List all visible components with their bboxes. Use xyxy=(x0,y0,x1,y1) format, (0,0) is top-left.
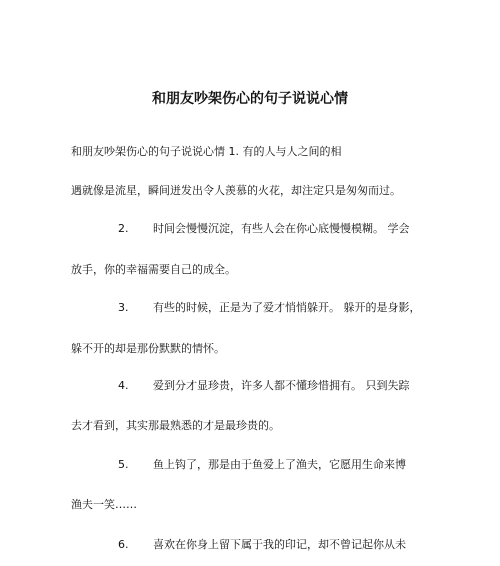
item-number: 5. xyxy=(118,458,129,471)
item-number: 3. xyxy=(118,301,129,314)
item-text: 爱到分才显珍贵，许多人都不懂珍惜拥有。 只到失踪 xyxy=(153,379,410,392)
intro-line-2: 遇就像是流星，瞬间迸发出令人羡慕的火花，却注定只是匆匆而过。 xyxy=(71,184,401,197)
document-title: 和朋友吵架伤心的句子说说心情 xyxy=(152,91,348,107)
item-text: 时间会慢慢沉淀，有些人会在你心底慢慢模糊。 学会 xyxy=(153,222,410,235)
item-continuation: 渔夫一笑…… xyxy=(71,498,137,511)
item-number: 2. xyxy=(118,222,129,235)
item-continuation: 去才看到，其实那最熟悉的才是最珍贵的。 xyxy=(71,419,280,432)
intro-line-1: 和朋友吵架伤心的句子说说心情 1. 有的人与人之间的相 xyxy=(71,145,342,158)
item-number: 6. xyxy=(118,538,129,551)
item-text: 有些的时候，正是为了爱才悄悄躲开。 躲开的是身影， xyxy=(153,301,421,314)
item-number: 4. xyxy=(118,379,129,392)
item-continuation: 放手，你的幸福需要自己的成全。 xyxy=(71,263,236,276)
item-continuation: 躲不开的却是那份默默的情怀。 xyxy=(71,342,225,355)
item-text: 喜欢在你身上留下属于我的印记，却不曾记起你从未 xyxy=(153,538,406,551)
item-text: 鱼上钩了，那是由于鱼爱上了渔夫，它愿用生命来博 xyxy=(153,458,406,471)
